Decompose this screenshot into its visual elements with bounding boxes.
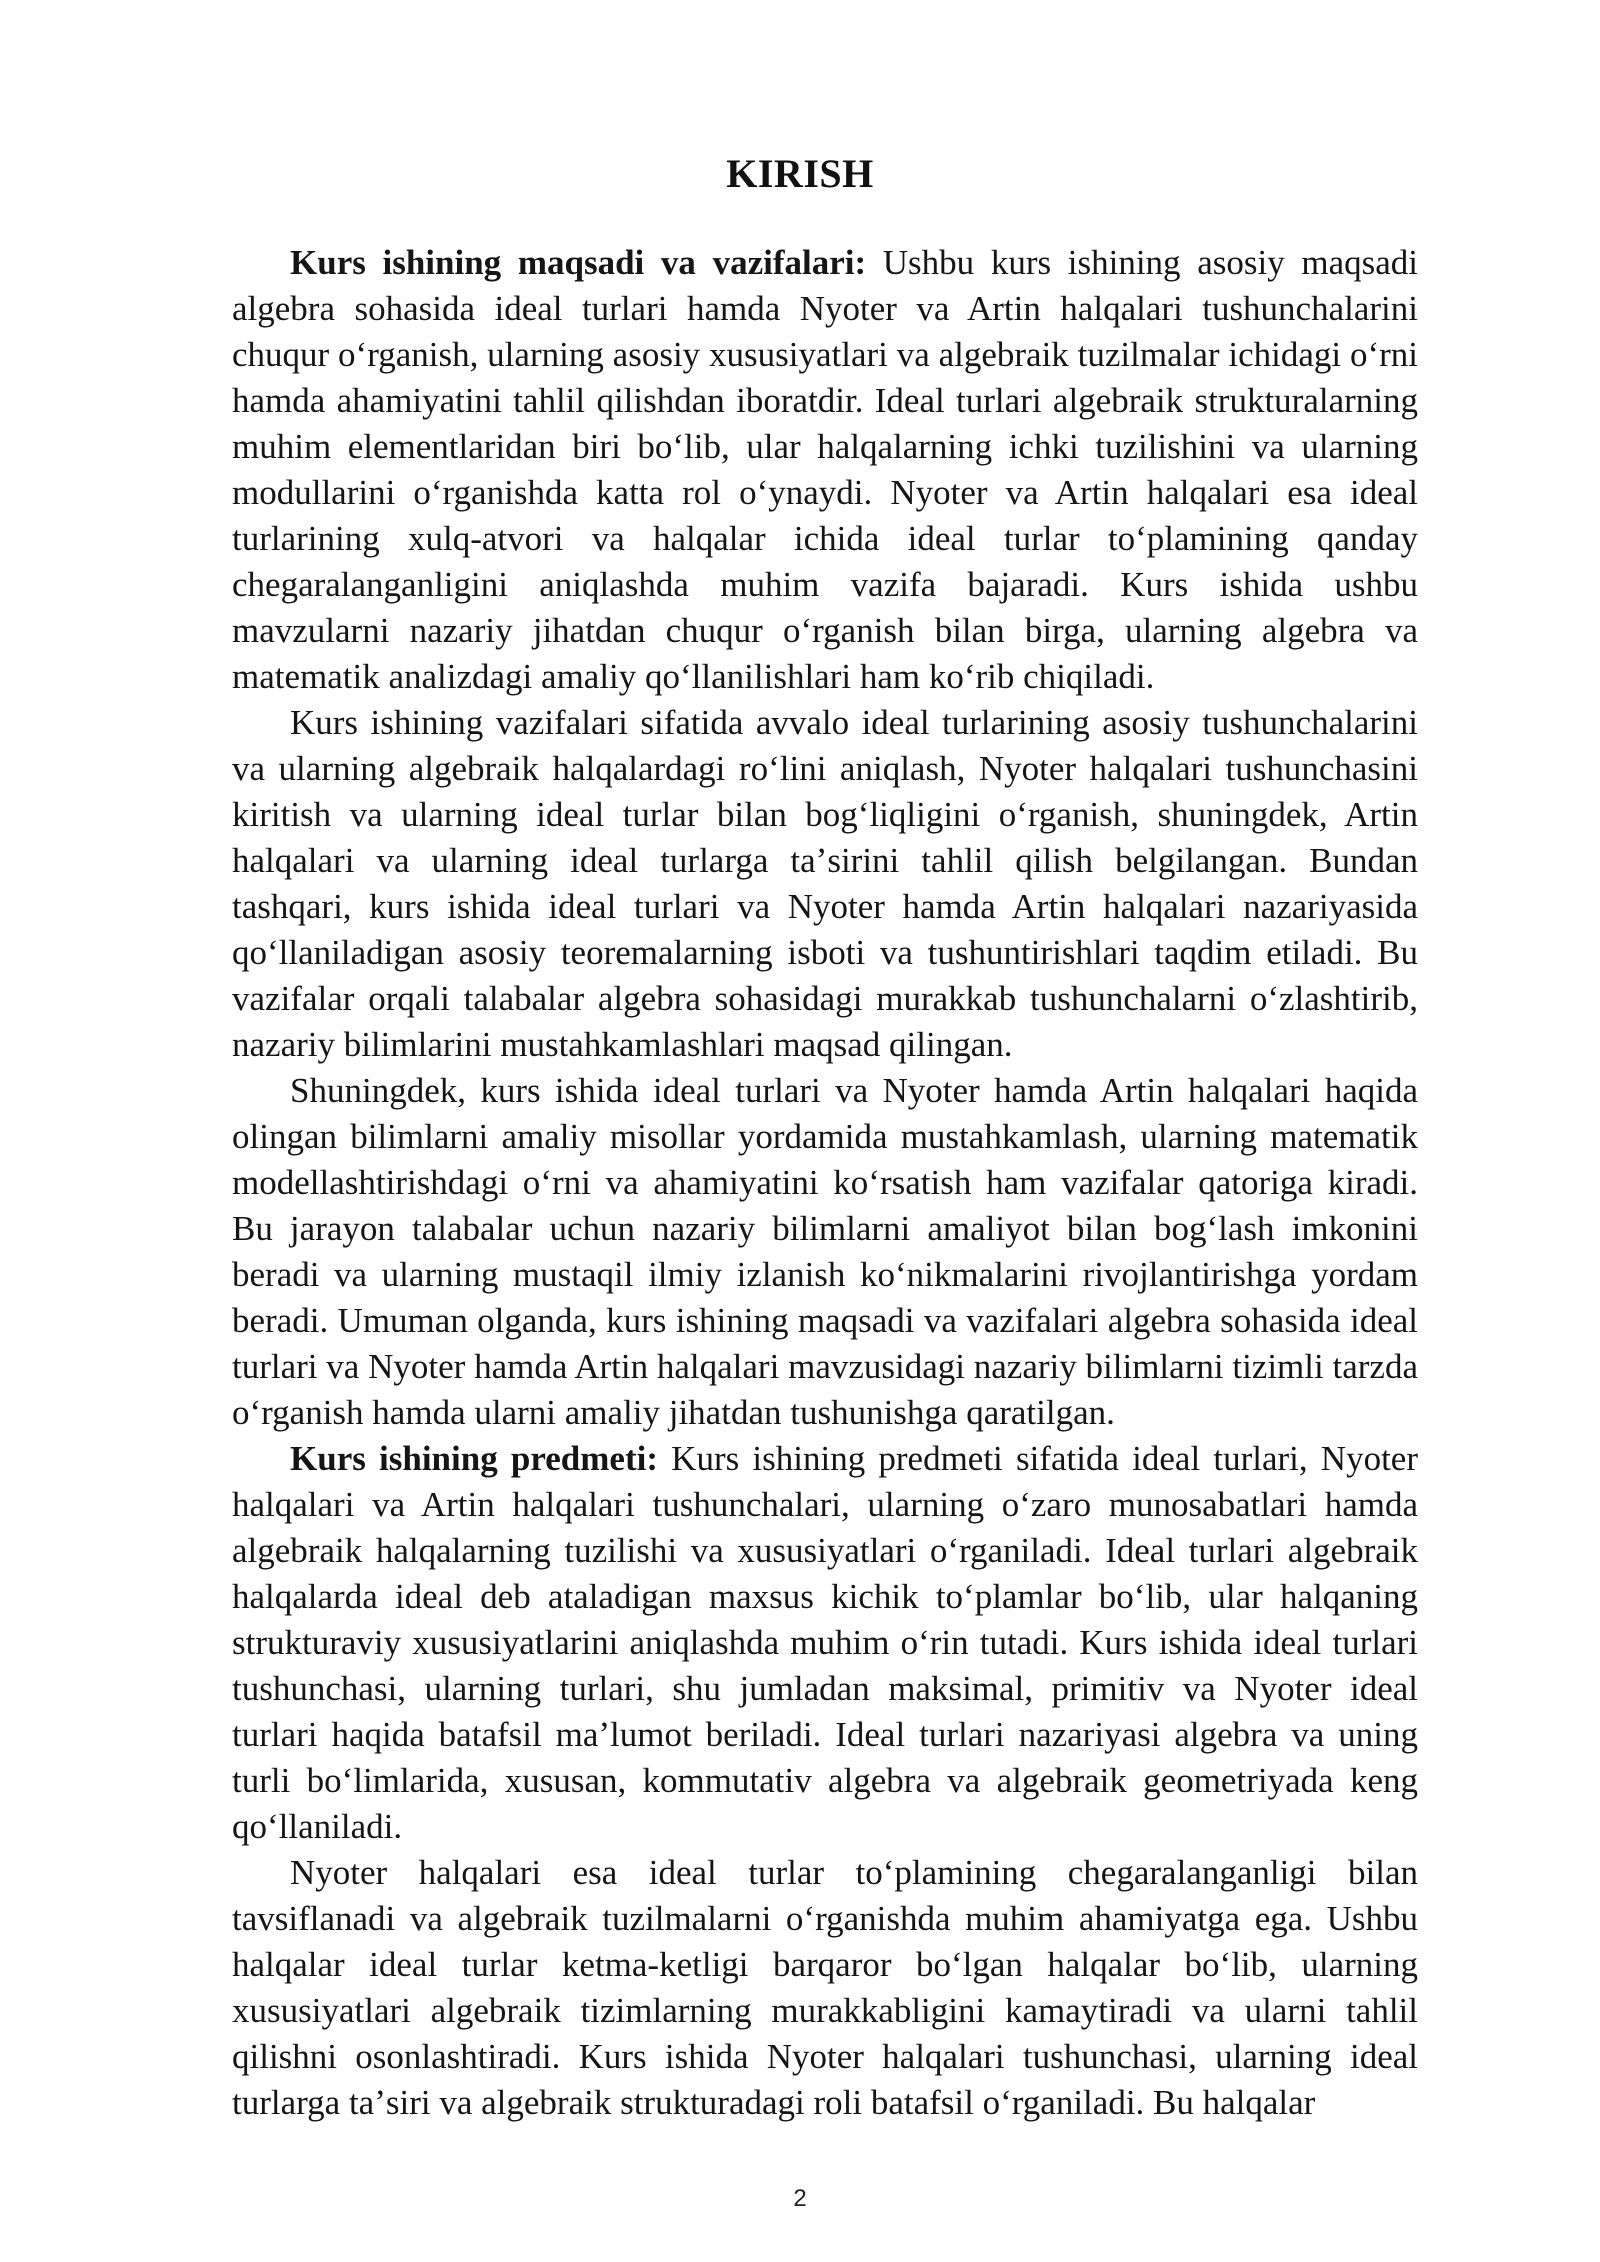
paragraph-goals: [232, 240, 1418, 700]
paragraph-subject: [232, 1436, 1418, 1850]
paragraph-tasks: [232, 700, 1418, 1068]
paragraph-text: Kurs ishining vazifalari sifatida avvalo ideal turlarining asosiy tushunchalarini va ularning algebraik halqalardagi roʻlini aniqlash, Nyoter halqalari tushunchasini kiritish va ularning ideal turlar bilan bogʻliqligini oʻrganish, shuningdek, Artin halqalari va ularning ideal turlarga taʼsirini tahlil qilish belgilangan. Bundan tashqari, kurs ishida ideal turlari va Nyoter hamda Artin halqalari nazariyasida qoʻllaniladigan asosiy teoremalarning isboti va tushuntirishlari taqdim etiladi. Bu vazifalar orqali talabalar algebra sohasidagi murakkab tushunchalarni oʻzlashtirib, nazariy bilimlarini mustahkamlashlari maqsad qilingan.: [232, 703, 1418, 1064]
body-text: [232, 240, 1418, 2126]
paragraph-lead: Kurs ishining predmeti:: [290, 1439, 658, 1478]
paragraph-text: Nyoter halqalari esa ideal turlar toʻplamining chegaralanganligi bilan tavsiflanadi va algebraik tuzilmalarni oʻrganishda muhim ahamiyatga ega. Ushbu halqalar ideal turlar ketma-ketligi barqaror boʻlgan halqalar boʻlib, ularning xususiyatlari algebraik tizimlarning murakkabligini kamaytiradi va ularni tahlil qilishni osonlashtiradi. Kurs ishida Nyoter halqalari tushunchasi, ularning ideal turlarga taʼsiri va algebraik strukturadagi roli batafsil oʻrganiladi. Bu halqalar: [232, 1853, 1418, 2122]
page-title: KIRISH: [726, 151, 874, 196]
paragraph-practical: [232, 1068, 1418, 1436]
paragraph-text: Kurs ishining predmeti sifatida ideal turlari, Nyoter halqalari va Artin halqalari tushunchalari, ularning oʻzaro munosabatlari hamda algebraik halqalarning tuzilishi va xususiyatlari oʻrganiladi. Ideal turlari algebraik halqalarda ideal deb ataladigan maxsus kichik toʻplamlar boʻlib, ular halqaning strukturaviy xususiyatlarini aniqlashda muhim oʻrin tutadi. Kurs ishida ideal turlari tushunchasi, ularning turlari, shu jumladan maksimal, primitiv va Nyoter ideal turlari haqida batafsil maʼlumot beriladi. Ideal turlari nazariyasi algebra va uning turli boʻlimlarida, xususan, kommutativ algebra va algebraik geometriyada keng qoʻllaniladi.: [232, 1439, 1418, 1846]
paragraph-noether: [232, 1850, 1418, 2126]
paragraph-lead: Kurs ishining maqsadi va vazifalari:: [290, 243, 867, 282]
paragraph-text: Ushbu kurs ishining asosiy maqsadi algebra sohasida ideal turlari hamda Nyoter va Artin halqalari tushunchalarini chuqur oʻrganish, ularning asosiy xususiyatlari va algebraik tuzilmalar ichidagi oʻrni hamda ahamiyatini tahlil qilishdan iboratdir. Ideal turlari algebraik strukturalarning muhim elementlaridan biri boʻlib, ular halqalarning ichki tuzilishini va ularning modullarini oʻrganishda katta rol oʻynaydi. Nyoter va Artin halqalari esa ideal turlarining xulq-atvori va halqalar ichida ideal turlar toʻplamining qanday chegaralanganligini aniqlashda muhim vazifa bajaradi. Kurs ishida ushbu mavzularni nazariy jihatdan chuqur oʻrganish bilan birga, ularning algebra va matematik analizdagi amaliy qoʻllanilishlari ham koʻrib chiqiladi.: [232, 243, 1418, 696]
page-number: 2: [793, 2185, 807, 2212]
paragraph-text: Shuningdek, kurs ishida ideal turlari va Nyoter hamda Artin halqalari haqida olingan bilimlarni amaliy misollar yordamida mustahkamlash, ularning matematik modellashtirishdagi oʻrni va ahamiyatini koʻrsatish ham vazifalar qatoriga kiradi. Bu jarayon talabalar uchun nazariy bilimlarni amaliyot bilan bogʻlash imkonini beradi va ularning mustaqil ilmiy izlanish koʻnikmalarini rivojlantirishga yordam beradi. Umuman olganda, kurs ishining maqsadi va vazifalari algebra sohasida ideal turlari va Nyoter hamda Artin halqalari mavzusidagi nazariy bilimlarni tizimli tarzda oʻrganish hamda ularni amaliy jihatdan tushunishga qaratilgan.: [232, 1071, 1418, 1432]
